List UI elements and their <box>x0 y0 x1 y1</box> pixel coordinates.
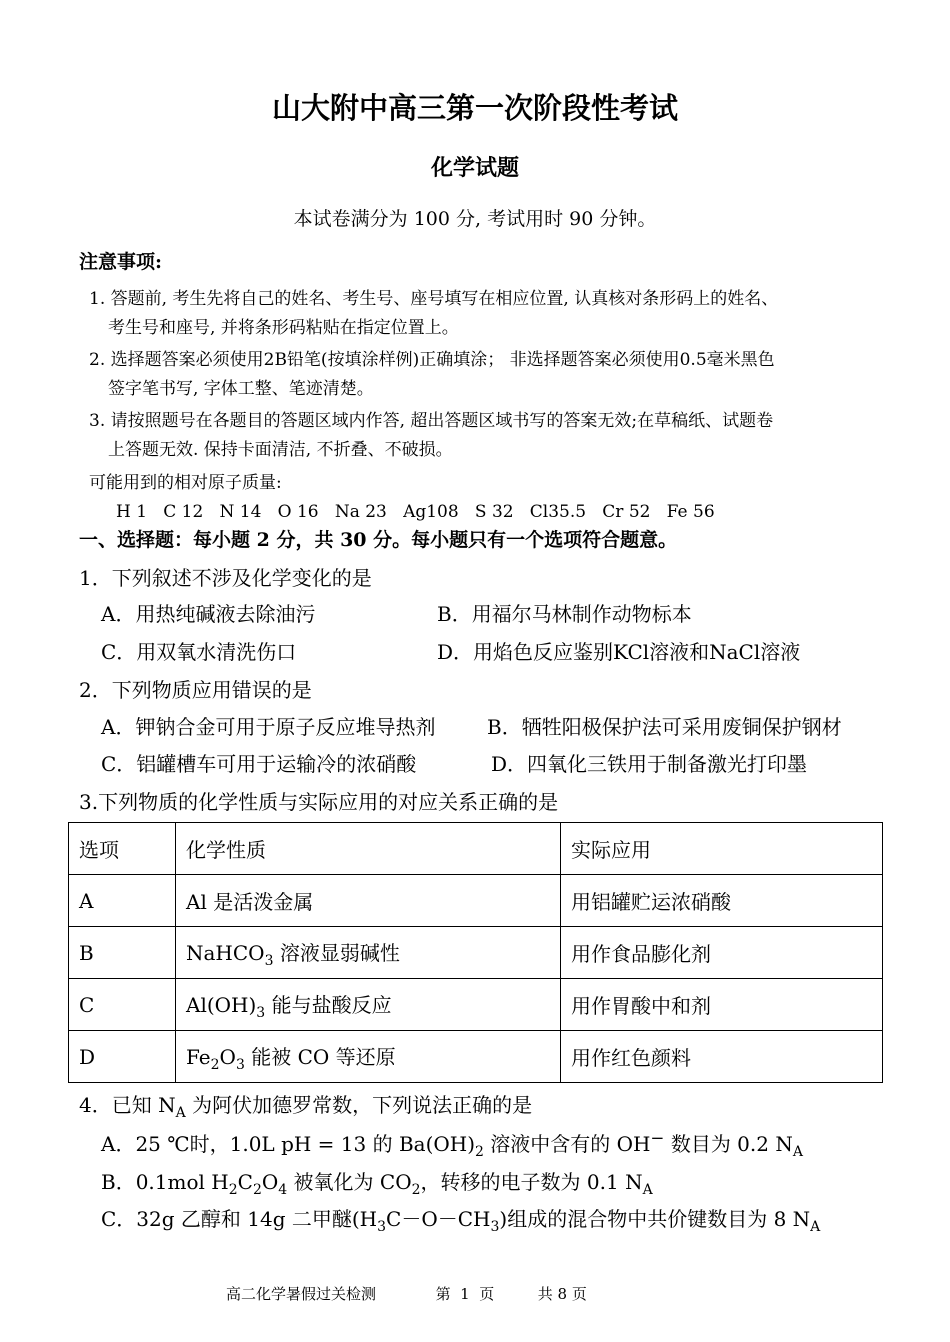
property-cell: $Fe_2O_3$ 能被 CO 等还原 <box>176 1031 561 1083</box>
q1-option-a: A．用热纯碱液去除油污 <box>101 602 316 626</box>
q3-table <box>68 822 883 1083</box>
q2-stem: 2．下列物质应用错误的是 <box>79 678 312 702</box>
q2-option-a: A．钾钠合金可用于原子反应堆导热剂 <box>101 715 436 739</box>
atomic-mass-values: H 1 C 12 N 14 O 16 Na 23 Ag108 S 32 Cl35.5 Cr 52 Fe 56 <box>116 502 715 522</box>
table-row <box>69 927 883 979</box>
option-cell: C <box>69 979 176 1031</box>
table-row <box>69 875 883 927</box>
q2-option-c: C．铝罐槽车可用于运输冷的浓硝酸 <box>101 752 417 776</box>
table-row <box>69 979 883 1031</box>
atomic-mass-label: 可能用到的相对原子质量: <box>89 473 282 493</box>
exam-intro: 本试卷满分为 100 分, 考试用时 90 分钟。 <box>293 208 657 230</box>
table-header-row <box>69 823 883 875</box>
table-header-cell: 化学性质 <box>176 823 561 875</box>
application-cell: 用作红色颜料 <box>561 1031 883 1083</box>
footer-total-pages: 共 8 页 <box>537 1285 587 1303</box>
q3-stem: 3.下列物质的化学性质与实际应用的对应关系正确的是 <box>79 790 559 814</box>
option-cell: D <box>69 1031 176 1083</box>
q1-option-d: D．用焰色反应鉴别KCl溶液和NaCl溶液 <box>437 640 801 664</box>
table-header-cell: 实际应用 <box>561 823 883 875</box>
option-cell: A <box>69 875 176 927</box>
footer-title: 高二化学暑假过关检测 <box>226 1285 377 1303</box>
application-cell: 用铝罐贮运浓硝酸 <box>561 875 883 927</box>
q4-option-c: C．32g 乙醇和 14g 二甲醚$(H_3C-O-CH_3)$组成的混合物中共价键数目为 8 $N_A$ <box>101 1207 821 1235</box>
option-cell: B <box>69 927 176 979</box>
note-3: 3. 请按照题号在各题目的答题区域内作答, 超出答题区域书写的答案无效;在草稿纸、试题卷 上答题无效. 保持卡面清洁, 不折叠、不破损。 <box>89 411 774 460</box>
q4-stem: 4．已知 $N_A$ 为阿伏加德罗常数，下列说法正确的是 <box>79 1093 533 1121</box>
page-subtitle: 化学试题 <box>430 155 519 181</box>
property-cell: Al 是活泼金属 <box>176 875 561 927</box>
q2-option-d: D．四氧化三铁用于制备激光打印墨 <box>491 752 808 776</box>
table-header-cell: 选项 <box>69 823 176 875</box>
page-title: 山大附中高三第一次阶段性考试 <box>271 91 678 125</box>
note-1: 1. 答题前, 考生先将自己的姓名、考生号、座号填写在相应位置, 认真核对条形码上的姓名、 考生号和座号, 并将条形码粘贴在指定位置上。 <box>89 289 779 338</box>
property-cell: NaHCO$_3$ 溶液显弱碱性 <box>176 927 561 979</box>
table-row <box>69 1031 883 1083</box>
notes-heading: 注意事项: <box>79 251 163 273</box>
note-2: 2. 选择题答案必须使用2B铅笔(按填涂样例)正确填涂； 非选择题答案必须使用0.5毫米黑色 签字笔书写, 字体工整、笔迹清楚。 <box>89 350 775 399</box>
application-cell: 用作胃酸中和剂 <box>561 979 883 1031</box>
q4-option-b: B．0.1mol $H_2C_2O_4$ 被氧化为 $CO_2$，转移的电子数为 0.1 $N_A$ <box>101 1170 653 1198</box>
section-heading: 一、选择题：每小题 2 分，共 30 分。每小题只有一个选项符合题意。 <box>79 529 678 551</box>
property-cell: $Al(OH)_3$ 能与盐酸反应 <box>176 979 561 1031</box>
q1-stem: 1．下列叙述不涉及化学变化的是 <box>79 566 372 590</box>
page-footer <box>226 1283 587 1304</box>
q2-option-b: B．牺牲阳极保护法可采用废铜保护钢材 <box>487 715 842 739</box>
application-cell: 用作食品膨化剂 <box>561 927 883 979</box>
q1-option-b: B．用福尔马林制作动物标本 <box>437 602 692 626</box>
q1-option-c: C．用双氧水清洗伤口 <box>101 640 297 664</box>
footer-page-number: 第 1 页 <box>435 1285 495 1303</box>
q4-option-a: A．25 ℃时，1.0L pH = 13 的 $Ba(OH)_2$ 溶液中含有的 OH− 数目为 0.2 $N_A$ <box>101 1128 803 1160</box>
